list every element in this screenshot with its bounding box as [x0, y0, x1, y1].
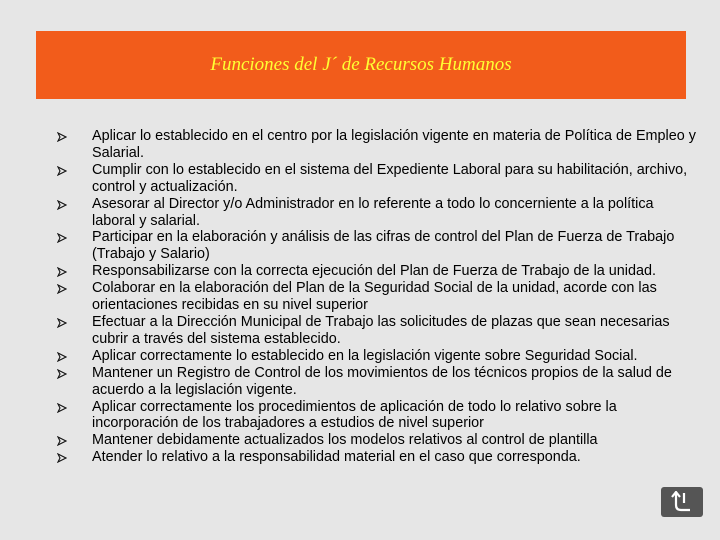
list-item-text: Aplicar correctamente lo establecido en la legislación vigente sobre Seguridad Social. [92, 347, 638, 364]
slide-title: Funciones del J´ de Recursos Humanos [210, 54, 512, 75]
arrow-bullet-icon [57, 267, 67, 277]
arrow-bullet-icon [57, 233, 67, 243]
list-item-text: Responsabilizarse con la correcta ejecución del Plan de Fuerza de Trabajo de la unidad. [92, 263, 656, 280]
list-item [0, 280, 720, 314]
list-item-text: Colaborar en la elaboración del Plan de la Seguridad Social de la unidad, acorde con las orientaciones recibidas en su nivel superior [92, 280, 657, 314]
list-item [0, 162, 720, 196]
list-item-text: Aplicar lo establecido en el centro por la legislación vigente en materia de Política de Empleo y Salarial. [92, 128, 696, 161]
list-item [0, 128, 720, 162]
list-item [0, 196, 720, 230]
list-item [0, 314, 720, 348]
list-item [0, 399, 720, 433]
arrow-bullet-icon [57, 318, 67, 328]
list-item [0, 348, 720, 365]
list-item [0, 263, 720, 280]
list-item-text: Asesorar al Director y/o Administrador en lo referente a todo lo concerniente a la política laboral y salarial. [92, 195, 654, 229]
arrow-bullet-icon [57, 403, 67, 413]
return-arrow-icon [670, 491, 694, 513]
list-item-text: Cumplir con lo establecido en el sistema del Expediente Laboral para su habilitación, archivo, control y actualización. [92, 161, 688, 195]
functions-list [0, 128, 720, 466]
arrow-bullet-icon [57, 200, 67, 210]
arrow-bullet-icon [57, 284, 67, 294]
title-banner [36, 31, 686, 99]
list-item [0, 449, 720, 466]
list-item-text: Aplicar correctamente los procedimientos de aplicación de todo lo relativo sobre la incorporación de los trabajadores a estudios de nivel superior [92, 398, 617, 432]
arrow-bullet-icon [57, 369, 67, 379]
list-item [0, 365, 720, 399]
arrow-bullet-icon [57, 132, 67, 142]
list-item-text: Mantener debidamente actualizados los modelos relativos al control de plantilla [92, 432, 598, 449]
list-item [0, 229, 720, 263]
arrow-bullet-icon [57, 352, 67, 362]
list-item-text: Participar en la elaboración y análisis de las cifras de control del Plan de Fuerza de Trabajo (Trabajo y Salario) [92, 229, 675, 263]
arrow-bullet-icon [57, 453, 67, 463]
arrow-bullet-icon [57, 166, 67, 176]
list-item [0, 432, 720, 449]
arrow-bullet-icon [57, 436, 67, 446]
list-item-text: Efectuar a la Dirección Municipal de Trabajo las solicitudes de plazas que sean necesarias cubrir a través del sistema establecido. [92, 313, 670, 347]
list-item-text: Mantener un Registro de Control de los movimientos de los técnicos propios de la salud de acuerdo a la legislación vigente. [92, 364, 672, 398]
list-item-text: Atender lo relativo a la responsabilidad material en el caso que corresponda. [92, 449, 581, 466]
return-button[interactable] [661, 487, 703, 517]
